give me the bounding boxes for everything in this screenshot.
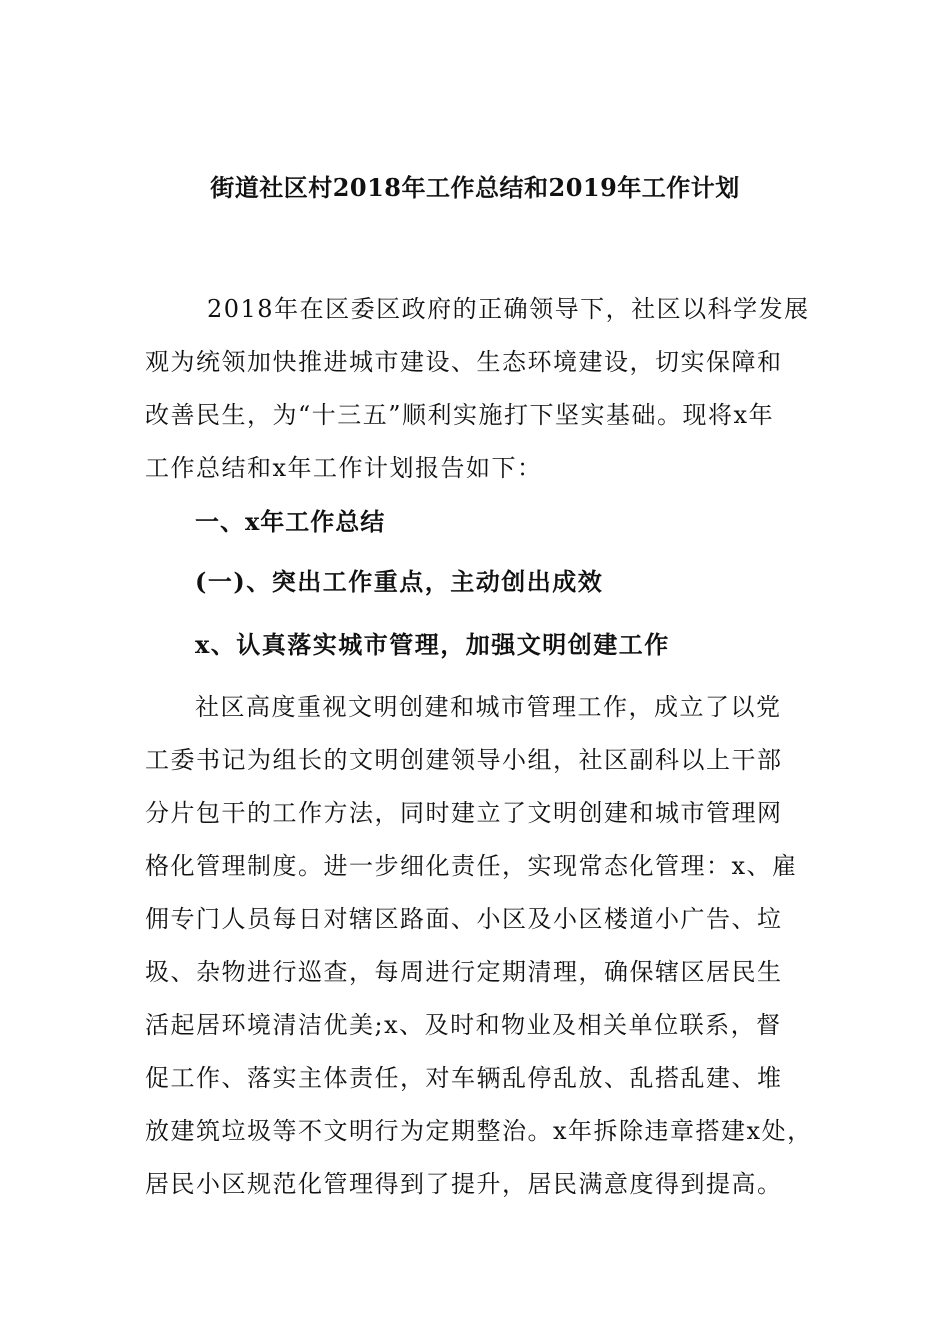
paragraph-line: 放建筑垃圾等不文明行为定期整治。x年拆除违章搭建x处， bbox=[145, 1117, 813, 1145]
paragraph-line: 工作总结和x年工作计划报告如下： bbox=[145, 454, 543, 482]
section-heading: 一、x年工作总结 bbox=[195, 507, 386, 536]
item-heading: x、认真落实城市管理，加强文明创建工作 bbox=[195, 630, 670, 659]
paragraph-line: 分片包干的工作方法，同时建立了文明创建和城市管理网 bbox=[145, 799, 783, 827]
paragraph-line: 佣专门人员每日对辖区路面、小区及小区楼道小广告、垃 bbox=[145, 905, 783, 933]
paragraph-line: 圾、杂物进行巡查，每周进行定期清理，确保辖区居民生 bbox=[145, 958, 783, 986]
paragraph-line: 促工作、落实主体责任，对车辆乱停乱放、乱搭乱建、堆 bbox=[145, 1064, 783, 1092]
paragraph-line: 改善民生，为“十三五”顺利实施打下坚实基础。现将x年 bbox=[145, 401, 775, 429]
paragraph-line: 2018年在区委区政府的正确领导下，社区以科学发展 bbox=[207, 295, 810, 323]
paragraph-line: 活起居环境清洁优美;x、及时和物业及相关单位联系，督 bbox=[145, 1011, 782, 1039]
paragraph-line: 居民小区规范化管理得到了提升，居民满意度得到提高。 bbox=[145, 1170, 783, 1198]
paragraph-line: 工委书记为组长的文明创建领导小组，社区副科以上干部 bbox=[145, 746, 783, 774]
subsection-heading: (一)、突出工作重点，主动创出成效 bbox=[195, 567, 604, 596]
paragraph-line: 社区高度重视文明创建和城市管理工作，成立了以党 bbox=[195, 693, 782, 721]
paragraph-line: 观为统领加快推进城市建设、生态环境建设，切实保障和 bbox=[145, 348, 783, 376]
paragraph-line: 格化管理制度。进一步细化责任，实现常态化管理：x、雇 bbox=[145, 852, 798, 880]
body-paragraph bbox=[145, 681, 813, 1211]
intro-paragraph bbox=[145, 283, 810, 495]
document-title: 街道社区村2018年工作总结和2019年工作计划 bbox=[210, 173, 740, 202]
